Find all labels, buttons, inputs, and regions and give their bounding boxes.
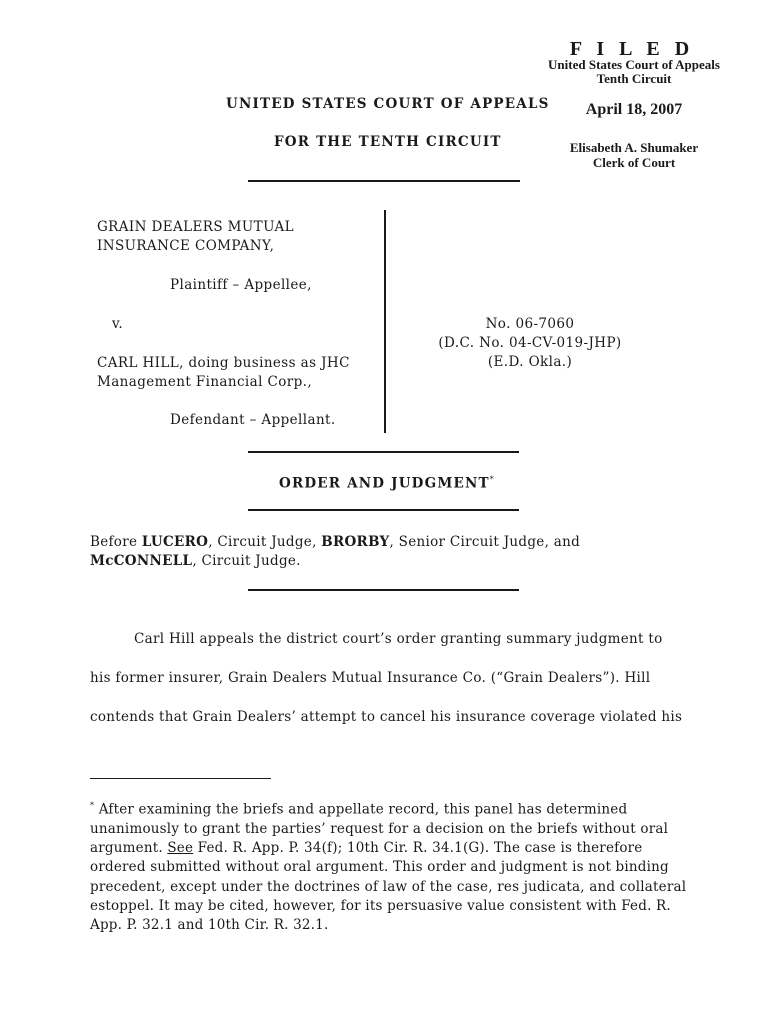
judge-lucero-title: , Circuit Judge, xyxy=(208,534,322,550)
judge-brorby: BRORBY xyxy=(321,534,390,550)
judge-lucero: LUCERO xyxy=(141,534,209,550)
order-title-text: ORDER AND JUDGMENT xyxy=(279,475,490,492)
judge-mcconnell: McCONNELL xyxy=(90,553,193,569)
judge-brorby-title: , Senior Circuit Judge, and xyxy=(389,534,581,550)
judge-mcconnell-title: , Circuit Judge. xyxy=(192,553,301,569)
footnote-text-b: Fed. R. App. P. 34(f); 10th Cir. R. 34.1(G). The case is therefore ordered submitted without oral argument. This order and judgment is not binding precedent, except under the doctrines of law of the case, res judicata, and collateral estoppel. It may be cited, however, for its persuasive value consistent with Fed. R. App. P. 32.1 and 10th Cir. R. 32.1. xyxy=(90,840,687,934)
filed-stamp-court: United States Court of Appeals xyxy=(548,57,720,72)
footnote-text-a: After examining the briefs and appellate record, this panel has determined unanimously to grant the parties’ request for a decision on the briefs without oral argument. xyxy=(90,801,669,857)
body-line-3: contends that Grain Dealers’ attempt to cancel his insurance coverage violated his xyxy=(90,709,683,725)
plaintiff-name-line1: GRAIN DEALERS MUTUAL xyxy=(97,219,294,235)
filed-stamp-circuit: Tenth Circuit xyxy=(596,71,672,86)
footnote xyxy=(90,796,690,936)
district-court-number: (D.C. No. 04-CV-019-JHP) xyxy=(438,335,622,351)
filed-date: April 18, 2007 xyxy=(585,101,683,118)
panel-statement xyxy=(90,533,690,571)
body-line-2: his former insurer, Grain Dealers Mutual Insurance Co. (“Grain Dealers”). Hill xyxy=(90,670,651,686)
plaintiff-name-line2: INSURANCE COMPANY, xyxy=(97,238,275,254)
versus: v. xyxy=(112,316,124,332)
footnote-marker: * xyxy=(90,801,95,810)
order-footnote-marker[interactable]: * xyxy=(489,475,495,484)
panel-before: Before xyxy=(90,534,142,550)
district-name: (E.D. Okla.) xyxy=(487,354,573,370)
caption-divider xyxy=(384,210,386,433)
court-name: UNITED STATES COURT OF APPEALS xyxy=(226,96,550,112)
filed-stamp-title: F I L E D xyxy=(569,38,695,60)
body-line-1: Carl Hill appeals the district court’s order granting summary judgment to xyxy=(134,631,663,647)
clerk-title: Clerk of Court xyxy=(592,155,676,170)
order-rule-bottom xyxy=(248,509,519,511)
defendant-role: Defendant – Appellant. xyxy=(170,412,336,428)
order-rule-top xyxy=(248,451,519,453)
plaintiff-role: Plaintiff – Appellee, xyxy=(170,277,312,293)
footnote-separator xyxy=(90,778,271,779)
footnote-see: See xyxy=(167,840,194,857)
docket-number: No. 06-7060 xyxy=(485,316,575,332)
clerk-name: Elisabeth A. Shumaker xyxy=(569,140,699,155)
caption-rule-top xyxy=(248,180,520,182)
order-title xyxy=(279,475,495,492)
defendant-name-line1: CARL HILL, doing business as JHC xyxy=(97,355,350,371)
circuit-name: FOR THE TENTH CIRCUIT xyxy=(274,134,502,150)
defendant-name-line2: Management Financial Corp., xyxy=(97,374,313,390)
panel-rule xyxy=(248,589,519,591)
